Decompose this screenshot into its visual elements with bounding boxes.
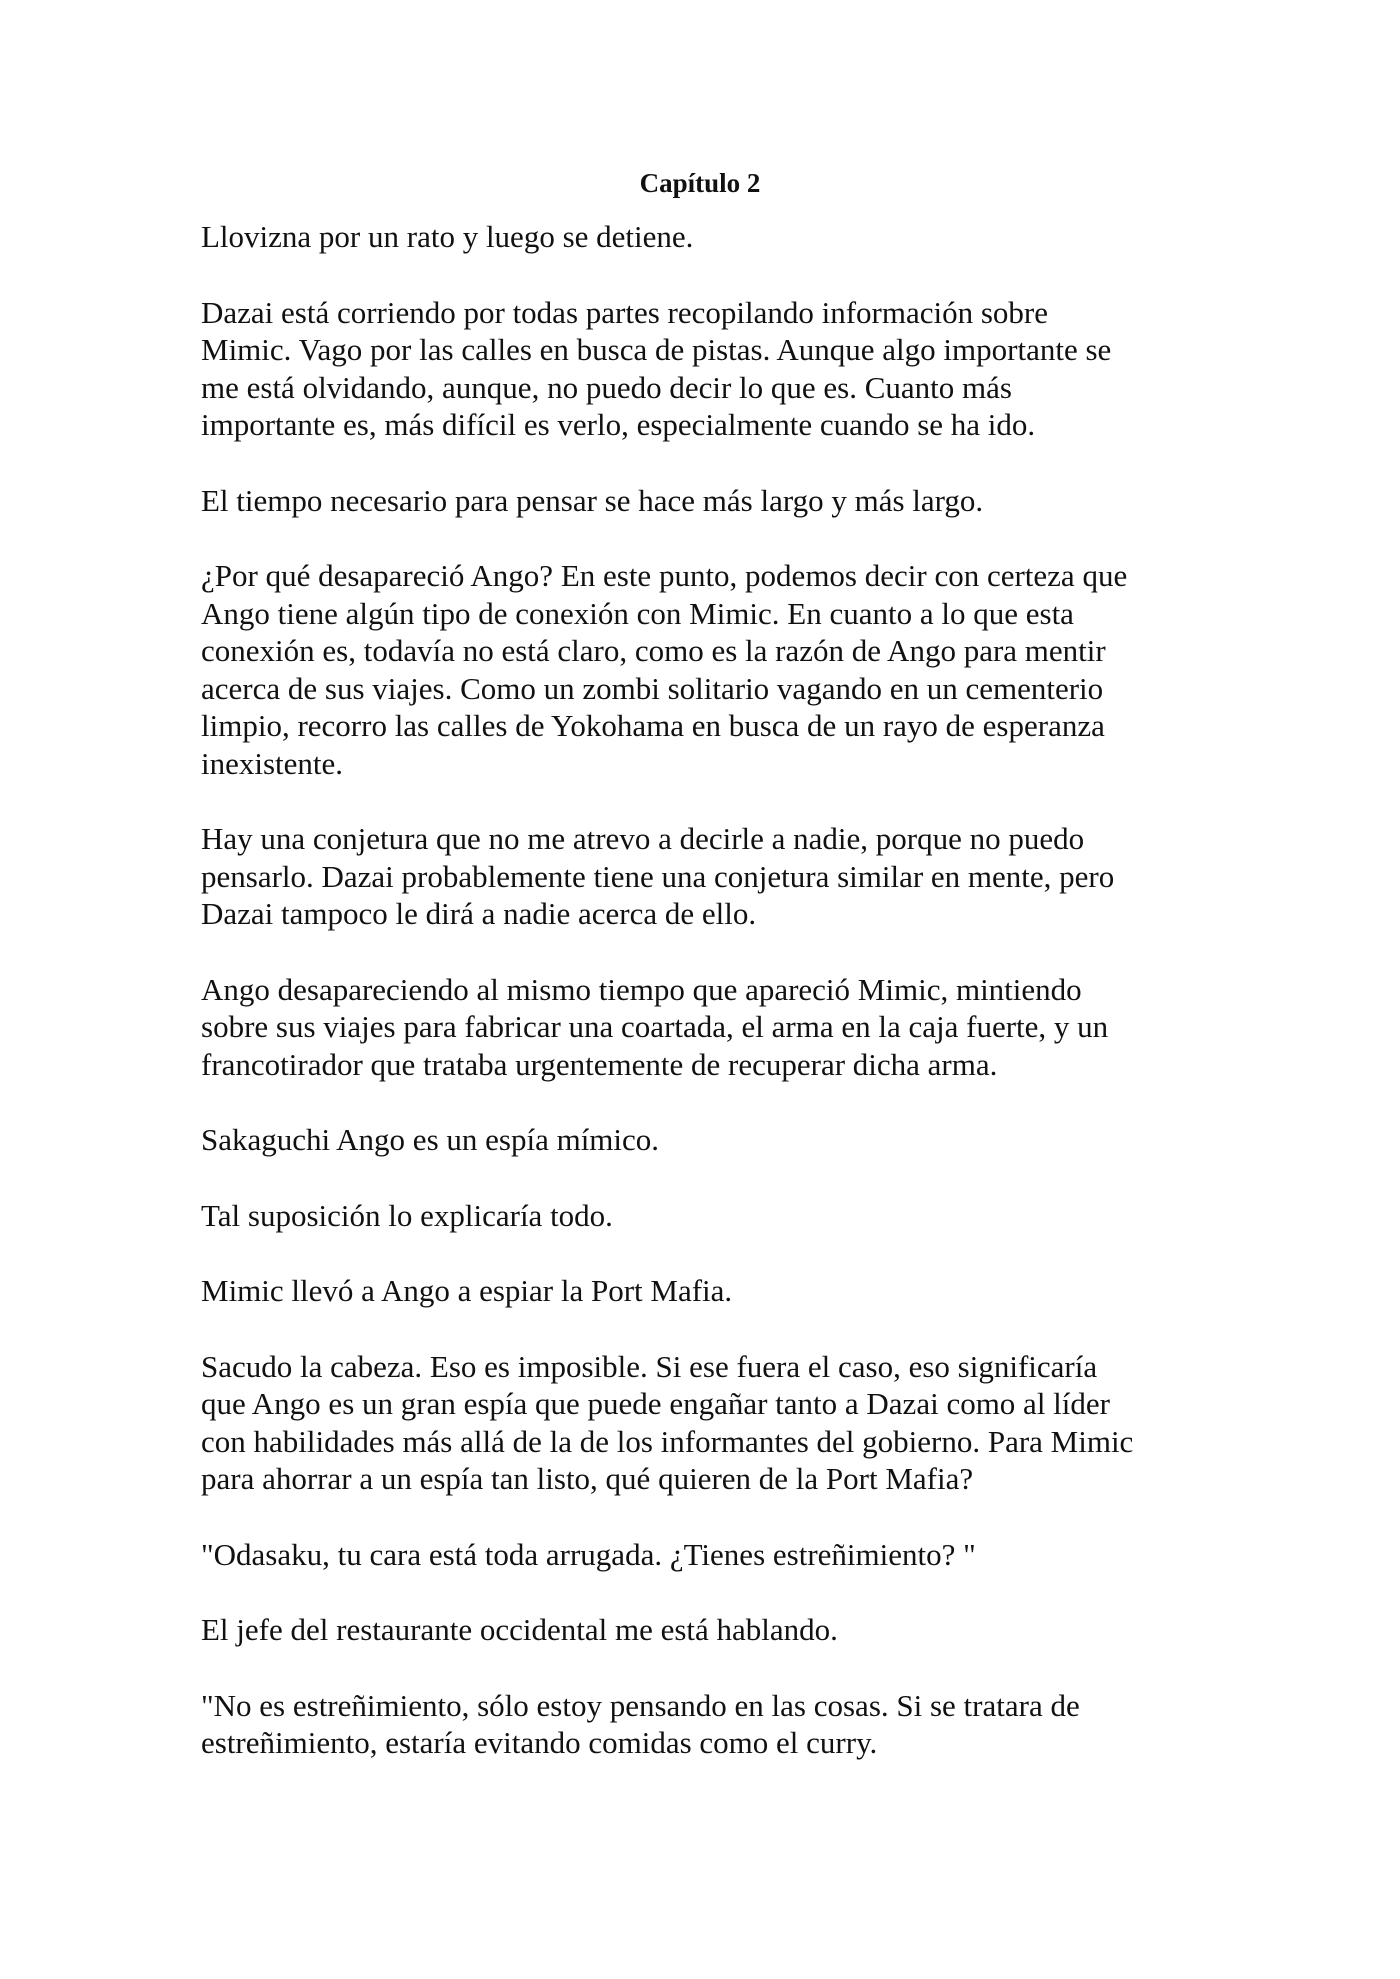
paragraph: El jefe del restaurante occidental me está hablando. <box>201 1612 838 1647</box>
paragraph: Dazai está corriendo por todas partes recopilando información sobre Mimic. Vago por las calles en busca de pistas. Aunque algo importante se me está olvidando, aunque, no puedo decir lo que es. Cuanto más importante es, más difícil es verlo, especialmente cuando se ha ido. <box>201 294 1112 442</box>
paragraph: Llovizna por un rato y luego se detiene. <box>201 219 694 254</box>
paragraph: "No es estreñimiento, sólo estoy pensando en las cosas. Si se tratara de estreñimiento, estaría evitando comidas como el curry. <box>201 1687 1080 1760</box>
paragraph: Tal suposición lo explicaría todo. <box>201 1197 613 1233</box>
paragraph: "Odasaku, tu cara está toda arrugada. ¿Tienes estreñimiento? " <box>201 1536 976 1572</box>
paragraph: El tiempo necesario para pensar se hace más largo y más largo. <box>201 482 984 518</box>
paragraph: Ango desapareciendo al mismo tiempo que apareció Mimic, mintiendo sobre sus viajes para fabricar una coartada, el arma en la caja fuerte, y un francotirador que trataba urgentemente de recuperar dicha arma. <box>201 971 1109 1082</box>
paragraph: Mimic llevó a Ango a espiar la Port Mafia. <box>201 1273 733 1308</box>
paragraph: ¿Por qué desapareció Ango? En este punto, podemos decir con certeza que Ango tiene algún tipo de conexión con Mimic. En cuanto a lo que esta conexión es, todavía no está claro, como es la razón de Ango para mentir acerca de sus viajes. Como un zombi solitario vagando en un cementerio limpio, recorro las calles de Yokohama en busca de un rayo de esperanza inexistente. <box>201 558 1128 781</box>
document-body <box>201 218 1201 1800</box>
chapter-title: Capítulo 2 <box>639 168 761 198</box>
paragraph: Hay una conjetura que no me atrevo a decirle a nadie, porque no puedo pensarlo. Dazai probablemente tiene una conjetura similar en mente, pero Dazai tampoco le dirá a nadie acerca de ello. <box>201 821 1115 931</box>
paragraph: Sacudo la cabeza. Eso es imposible. Si ese fuera el caso, eso significaría que Ango es un gran espía que puede engañar tanto a Dazai como al líder con habilidades más allá de la de los informantes del gobierno. Para Mimic para ahorrar a un espía tan listo, qué quieren de la Port Mafia? <box>201 1348 1134 1496</box>
paragraph: Sakaguchi Ango es un espía mímico. <box>201 1122 660 1157</box>
